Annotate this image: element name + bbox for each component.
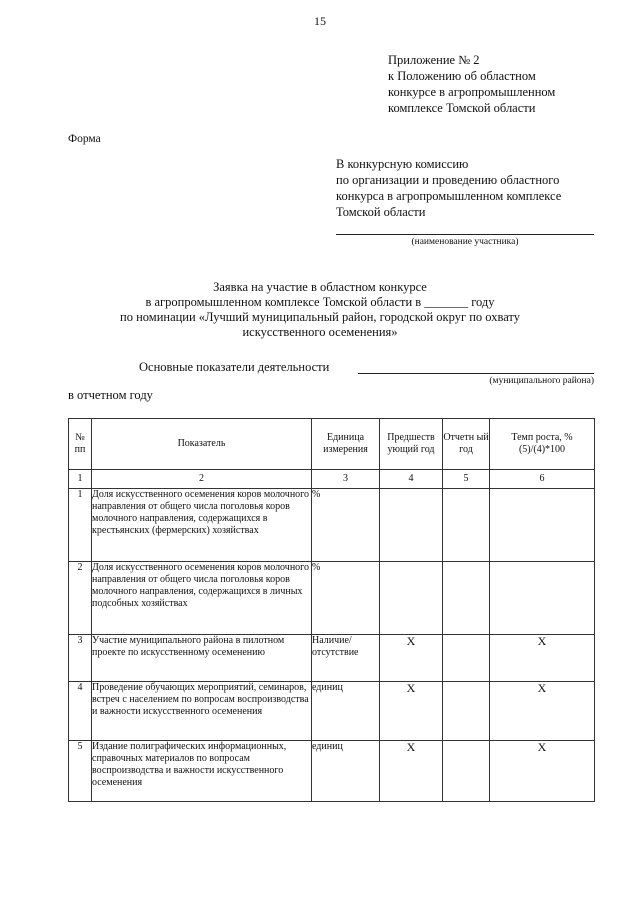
header-growth-rate: Темп роста, % (5)/(4)*100 [490,419,595,470]
title-line: Заявка на участие в областном конкурсе [213,280,427,294]
row-previous-year: Х [380,635,443,682]
appendix-block [388,52,555,116]
table-header-row [69,419,595,470]
addressee-line-text: Томской области [336,205,426,219]
column-number: 4 [380,470,443,489]
page-number: 15 [314,14,326,28]
row-number: 5 [69,741,92,802]
column-number: 6 [490,470,595,489]
row-growth-rate: Х [490,682,595,741]
row-number: 2 [69,562,92,635]
header-previous-year: Предшеств ующий год [380,419,443,470]
participant-name-blank [336,234,594,235]
appendix-line: к Положению об областном [388,69,536,83]
row-growth-rate: Х [490,635,595,682]
row-reporting-year[interactable] [443,635,490,682]
row-growth-rate: Х [490,741,595,802]
header-indicator: Показатель [92,419,312,470]
addressee-line-text: конкурса в агропромышленном комплексе [336,189,562,203]
header-unit: Единица измерения [312,419,380,470]
district-name-blank [358,373,594,374]
table-row [69,741,595,802]
title-line: в агропромышленном комплексе Томской области в _______ году [145,295,495,309]
row-reporting-year[interactable] [443,489,490,562]
row-indicator: Участие муниципального района в пилотном проекте по искусственному осеменению [92,635,312,682]
column-numbers-row [69,470,595,489]
row-indicator: Доля искусственного осеменения коров молочного направления от общего числа поголовья коров молочного направления, содержащихся в личных подсобных хозяйствах [92,562,312,635]
row-reporting-year[interactable] [443,682,490,741]
row-indicator: Проведение обучающих мероприятий, семинаров, встреч с населением по вопросам воспроизводства и важности искусственного осеменения [92,682,312,741]
addressee-line-text: по организации и проведению областного [336,173,560,187]
indicators-label: Основные показатели деятельности [139,360,330,374]
row-growth-rate[interactable] [490,489,595,562]
row-unit: Наличие/ отсутствие [312,635,380,682]
addressee-line-text: В конкурсную комиссию [336,157,469,171]
participant-name-caption: (наименование участника) [411,237,519,247]
title-line: по номинации «Лучший муниципальный район, городской округ по охвату [120,310,520,324]
header-num: № пп [69,419,92,470]
row-unit: % [312,562,380,635]
row-number: 1 [69,489,92,562]
row-indicator: Издание полиграфических информационных, справочных материалов по вопросам воспроизводства и важности искусственного осеменения [92,741,312,802]
title-line: искусственного осеменения» [242,325,398,339]
column-number: 2 [92,470,312,489]
row-unit: единиц [312,682,380,741]
row-growth-rate[interactable] [490,562,595,635]
row-reporting-year[interactable] [443,741,490,802]
district-name-caption: (муниципального района) [489,376,594,386]
appendix-line: комплексе Томской области [388,101,536,115]
column-number: 3 [312,470,380,489]
row-previous-year[interactable] [380,562,443,635]
reporting-year-label: в отчетном году [68,388,153,402]
appendix-line: Приложение № 2 [388,53,480,67]
table-row [69,489,595,562]
table-row [69,562,595,635]
table-row [69,635,595,682]
table-row [69,682,595,741]
row-previous-year: Х [380,682,443,741]
document-title [60,280,580,340]
row-number: 4 [69,682,92,741]
header-reporting-year: Отчетн ый год [443,419,490,470]
row-unit: единиц [312,741,380,802]
row-previous-year: Х [380,741,443,802]
column-number: 5 [443,470,490,489]
row-unit: % [312,489,380,562]
column-number: 1 [69,470,92,489]
indicators-table [68,418,595,802]
row-previous-year[interactable] [380,489,443,562]
appendix-line: конкурсе в агропромышленном [388,85,556,99]
form-label: Форма [68,133,101,145]
addressee-block [336,156,561,220]
row-reporting-year[interactable] [443,562,490,635]
row-indicator: Доля искусственного осеменения коров молочного направления от общего числа поголовья коров молочного направления, содержащихся в крестьянских (фермерских) хозяйствах [92,489,312,562]
row-number: 3 [69,635,92,682]
